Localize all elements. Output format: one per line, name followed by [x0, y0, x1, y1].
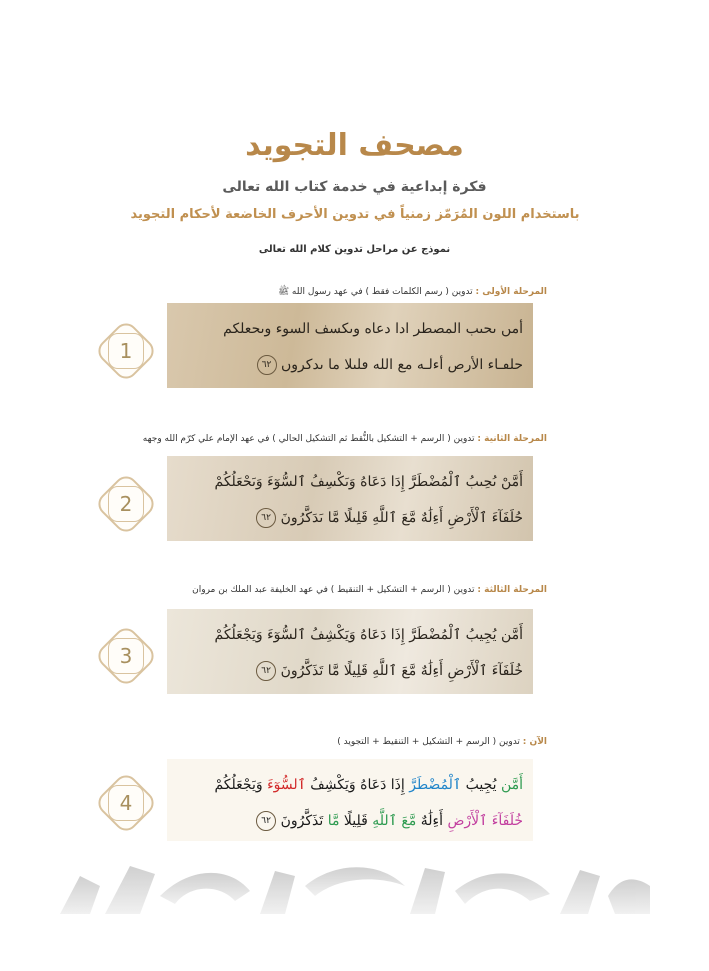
tajweed-word: ٱلْمُضْطَرَّ	[409, 777, 462, 793]
stage-4-number: 4	[119, 791, 133, 815]
stage-2-line-1: أَمَّںْ ىُحِىبُ ٱلْمُضْطَرَّ إِدَا دَعَاهُ وَىَكْسِفُ ٱلسُّوٓءَ وَىَحْعَلُكُمْ	[214, 474, 523, 490]
stage-3-number: 3	[119, 644, 133, 668]
stage-4-line-2	[177, 803, 523, 839]
plain-word: تَذَكَّرُونَ	[280, 813, 328, 829]
page-title: مصحف التجويد	[245, 128, 464, 163]
ayah-number-icon: ٦٢	[256, 508, 276, 528]
stage-3-label	[127, 585, 547, 595]
tajweed-word: مَّعَ ٱللَّهِ	[372, 813, 417, 829]
ayah-number-icon: ٦٢	[256, 661, 276, 681]
tajweed-word: مَّا	[327, 813, 340, 829]
ayah-number-icon: ٦٢	[257, 355, 277, 375]
stage-1-lead: المرحلة الأولى :	[475, 287, 547, 297]
stage-1-line-2-text: حلڡـاء الأرص أءلـه مع الله ڡلىلا ما ىدكروں	[281, 357, 523, 373]
subtitle: فكرة إبداعية في خدمة كتاب الله تعالى	[222, 179, 487, 195]
stage-1-desc: تدوين ( رسم الكلمات فقط ) في عهد رسول الله ﷺ	[278, 287, 476, 297]
stage-3-line-2	[177, 653, 523, 689]
ayah-number-icon: ٦٢	[256, 811, 276, 831]
tajweed-word: ٱلسُّوٓءَ	[267, 777, 306, 793]
stage-1-label	[127, 285, 547, 299]
model-caption: نموذج عن مراحل تدوين كلام الله تعالى	[258, 244, 451, 255]
stage-3-line-2-text: خُلَفَآءَ ٱلْأَرْضِ أَءِلَٰهٌ مَّعَ ٱللَّهِ قَلِيلًا مَّا تَذَكَّرُونَ	[280, 663, 523, 679]
plain-word: يُجِيبُ	[461, 777, 501, 793]
headline: باستخدام اللون المُرَمّز زمنياً في تدوين الأحرف الخاضعة لأحكام التجويد	[130, 207, 580, 222]
calligraphy-ornament-icon	[60, 856, 650, 914]
tajweed-word: أَمَّن	[500, 777, 523, 793]
stage-2-number: 2	[119, 492, 133, 516]
stage-2-manuscript	[167, 456, 533, 541]
stage-4-label	[127, 737, 547, 747]
tajweed-word: خُلَفَآءَ ٱلْأَرْضِ	[447, 813, 523, 829]
plain-word: وَيَجْعَلُكُمْ	[214, 777, 268, 793]
stage-2-label	[127, 434, 547, 444]
stage-1-number: 1	[119, 339, 133, 363]
stage-3-manuscript	[167, 609, 533, 694]
stage-3-lead: المرحلة الثالثة :	[477, 585, 547, 595]
plain-word: إِذَا دَعَاهُ وَيَكْشِفُ	[305, 777, 410, 793]
stage-2-line-2-text: حُلَفَآءَ ٱلْأَرْضِ أَءِلَٰهٌ مَّعَ ٱللَّهِ قَلِىلًا مَّا ىَدَكَّرُونَ	[280, 510, 523, 526]
stage-4-line-1	[177, 767, 523, 803]
stage-3-line-1: أَمَّن يُجِيبُ ٱلْمُضْطَرَّ إِذَا دَعَاهُ وَيَكْشِفُ ٱلسُّوٓءَ وَيَجْعَلُكُمْ	[214, 627, 523, 643]
plain-word: قَلِيلًا	[339, 813, 373, 829]
stage-4-tajweed-text	[167, 759, 533, 841]
plain-word: أَءِلَٰهٌ	[416, 813, 448, 829]
stage-1-line-1: أمں ىحىب المصطر ادا دعاه وىكسف السوء وىحعلكم	[223, 321, 523, 337]
stage-2-desc: تدوين ( الرسم + التشكيل بالنُّقط ثم التشكيل الحالي ) في عهد الإمام علي كرّم الله وجهه	[142, 434, 478, 444]
stage-2-line-2	[177, 500, 523, 536]
stage-2-lead: المرحلة الثانية :	[477, 434, 547, 444]
stage-4-desc: تدوين ( الرسم + التشكيل + التنقيط + التجويد )	[337, 737, 523, 747]
stage-1-line-2	[177, 347, 523, 383]
stage-3-desc: تدوين ( الرسم + التشكيل + التنقيط ) في عهد الخليفة عبد الملك بن مروان	[192, 585, 478, 595]
stage-4-lead: الآن :	[522, 737, 547, 747]
stage-1-manuscript	[167, 303, 533, 388]
